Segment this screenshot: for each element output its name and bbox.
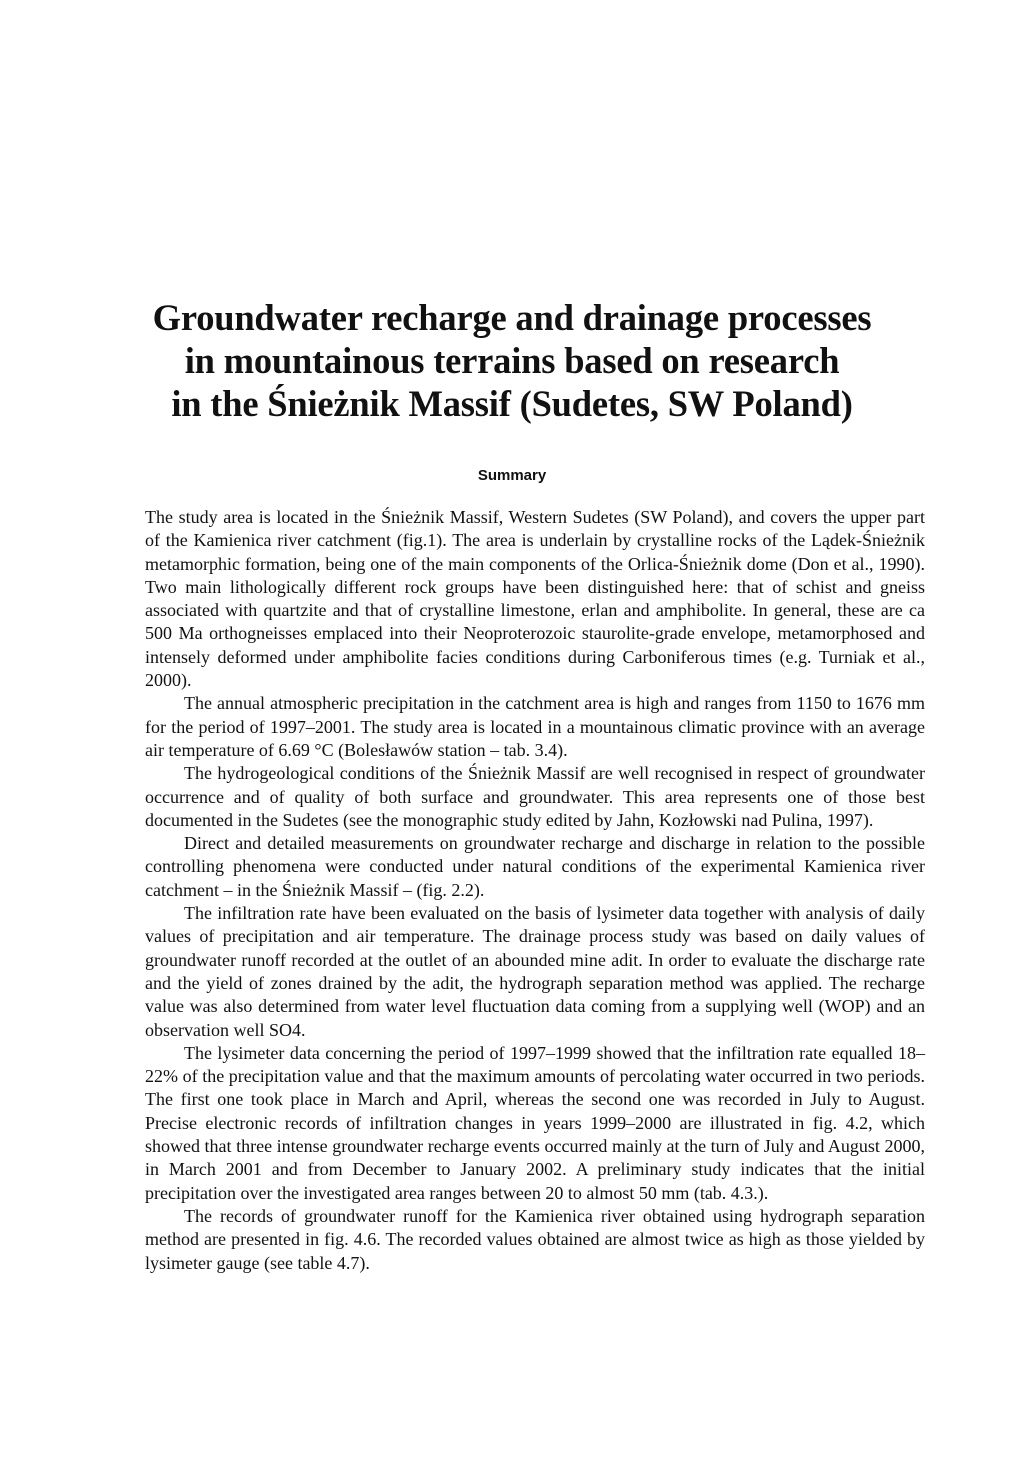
summary-paragraph-3: The hydrogeological conditions of the Śnieżnik Massif are well recognised in respect of groundwater occurrence and of quality of both surface and groundwater. This area represents one of those best documented in the Sudetes (see the monographic study edited by Jahn, Kozłowski nad Pulina, 1997). [145,763,925,830]
title-line-3: in the Śnieżnik Massif (Sudetes, SW Poland) [171,383,853,424]
title-line-1: Groundwater recharge and drainage processes [152,297,872,338]
paper-title [100,296,924,425]
summary-paragraph-7: The records of groundwater runoff for the Kamienica river obtained using hydrograph separation method are presented in fig. 4.6. The recorded values obtained are almost twice as high as those yielded by lysimeter gauge (see table 4.7). [145,1205,925,1273]
summary-paragraph-6: The lysimeter data concerning the period of 1997–1999 showed that the infiltration rate equalled 18–22% of the precipitation value and that the maximum amounts of percolating water occurred in two periods. The first one took place in March and April, whereas the second one was recorded in July to August. Precise electronic records of infiltration changes in years 1999–2000 are illustrated in fig. 4.2, which showed that three intense groundwater recharge events occurred mainly at the turn of July and August 2000, in March 2001 and from December to January 2002. A preliminary study indicates that the initial precipitation over the investigated area ranges between 20 to almost 50 mm (tab. 4.3.). [145,1042,925,1203]
summary-paragraph-1: The study area is located in the Śnieżnik Massif, Western Sudetes (SW Poland), and covers the upper part of the Kamienica river catchment (fig.1). The area is underlain by crystalline rocks of the Lądek-Śnieżnik metamorphic formation, being one of the main components of the Orlica-Śnieżnik dome (Don et al., 1990). Two main lithologically different rock groups have been distinguished here: that of schist and gneiss associated with quartzite and that of crystalline limestone, erlan and amphibolite. In general, these are ca 500 Ma orthogneisses emplaced into their Neoproterozoic staurolite-grade envelope, metamorphosed and intensely deformed under amphibolite facies conditions during Carboniferous times (e.g. Turniak et al., 2000). [145,507,925,691]
summary-paragraph-5: The infiltration rate have been evaluated on the basis of lysimeter data together with analysis of daily values of precipitation and air temperature. The drainage process study was based on daily values of groundwater runoff recorded at the outlet of an abounded mine adit. In order to evaluate the discharge rate and the yield of zones drained by the adit, the hydrograph separation method was applied. The recharge value was also determined from water level fluctuation data coming from a supplying well (WOP) and an observation well SO4. [145,903,925,1040]
summary-paragraph-2: The annual atmospheric precipitation in the catchment area is high and ranges from 1150 to 1676 mm for the period of 1997–2001. The study area is located in a mountainous climatic province with an average air temperature of 6.69 °C (Bolesławów station – tab. 3.4). [145,693,925,760]
summary-paragraph-4: Direct and detailed measurements on groundwater recharge and discharge in relation to the possible controlling phenomena were conducted under natural conditions of the experimental Kamienica river catchment – in the Śnieżnik Massif – (fig. 2.2). [145,833,925,900]
summary-heading: Summary [477,467,547,484]
summary-body [145,506,925,1275]
title-line-2: in mountainous terrains based on research [184,340,840,381]
